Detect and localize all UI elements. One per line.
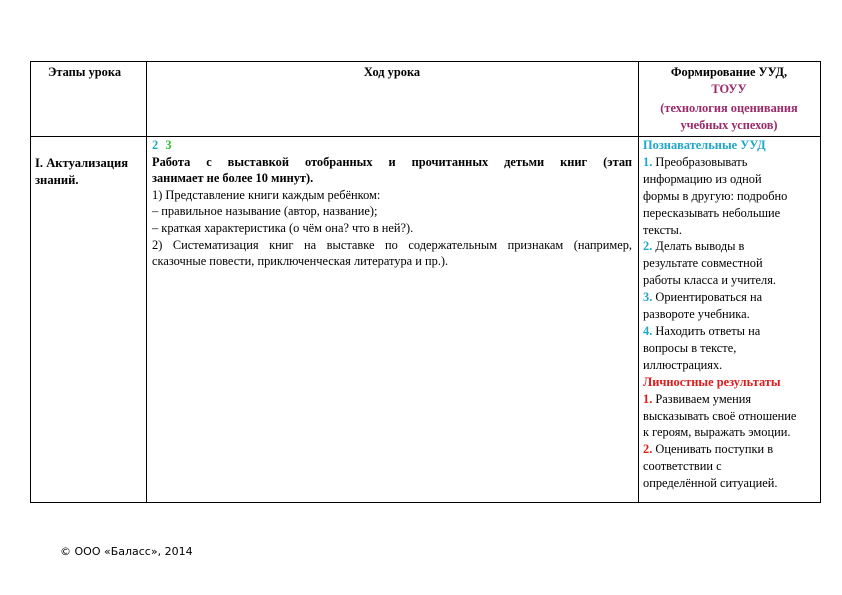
personal-item-1-line-1: Развиваем умения (655, 391, 752, 406)
stage-cell (35, 155, 145, 188)
uud-item-1-line-3: формы в другую: подробно (643, 188, 788, 203)
table-left-border (30, 61, 31, 503)
uud-item-2-line-2: результате совместной (643, 256, 763, 271)
uud-item-1 (643, 154, 819, 239)
item-2-line-2: сказочные повести, приключенческая литература и пр.). (152, 254, 449, 269)
cognitive-uud-title: Познавательные УУД (643, 138, 766, 152)
personal-item-1-num: 1. (643, 391, 653, 406)
personal-item-2-line-2: соответствии с (643, 459, 722, 474)
header-touu-desc-2: учебных успехов) (680, 117, 778, 132)
header-touu-desc-1: (технология оценивания (660, 101, 798, 115)
uud-item-1-line-1: Преобразовывать (655, 154, 748, 169)
uud-item-1-line-2: информацию из одной (643, 171, 762, 186)
personal-item-2-line-1: Оценивать поступки в (655, 442, 774, 457)
table-right-border (820, 61, 821, 503)
step-numbers (152, 137, 632, 154)
uud-item-4-line-1: Находить ответы на (655, 323, 761, 338)
table-bottom-border (30, 502, 820, 503)
table-top-border (30, 61, 820, 62)
lesson-flow-cell (152, 137, 632, 270)
personal-item-1 (643, 391, 819, 442)
uud-item-2-num: 2. (643, 239, 653, 254)
uud-item-4-line-2: вопросы в тексте, (643, 340, 737, 355)
uud-item-2 (643, 238, 819, 289)
uud-item-3-line-1: Ориентироваться на (655, 290, 763, 305)
uud-item-1-num: 1. (643, 154, 653, 169)
header-lesson-flow: Ход урока (363, 65, 421, 79)
stage-line-1: I. Актуализация (35, 156, 129, 170)
header-touu: ТОУУ (711, 81, 747, 96)
item-2-line-1: 2) Систематизация книг на выставке по содержательным признакам (например, (152, 237, 632, 252)
step-number-2: 2 (152, 138, 159, 152)
stage-line-2: знаний. (35, 172, 79, 187)
header-uud (638, 64, 820, 133)
table-col-divider-1 (146, 61, 147, 503)
uud-item-3 (643, 289, 819, 323)
uud-item-4-num: 4. (643, 323, 653, 338)
uud-item-3-num: 3. (643, 290, 653, 305)
uud-item-2-line-3: работы класса и учителя. (643, 273, 776, 288)
uud-item-1-line-5: тексты. (643, 222, 682, 237)
uud-item-1-line-4: пересказывать небольшие (643, 205, 781, 220)
uud-item-3-line-2: развороте учебника. (643, 307, 750, 322)
personal-item-2 (643, 441, 819, 492)
uud-item-2-line-1: Делать выводы в (655, 239, 745, 254)
personal-item-1-line-3: к героям, выражать эмоции. (643, 425, 791, 440)
personal-results-title: Личностные результаты (643, 374, 781, 389)
personal-item-2-num: 2. (643, 442, 653, 457)
item-1b: – краткая характеристика (о чём она? что в ней?). (152, 220, 414, 235)
step-number-3: 3 (165, 138, 172, 152)
item-1: 1) Представление книги каждым ребёнком: (152, 187, 381, 202)
personal-item-2-line-3: определённой ситуацией. (643, 476, 778, 491)
header-uud-title: Формирование УУД, (670, 65, 788, 79)
work-title-2: занимает не более 10 минут). (152, 171, 314, 186)
uud-item-4 (643, 323, 819, 374)
work-title-1: Работа с выставкой отобранных и прочитанных детьми книг (этап (152, 154, 632, 169)
uud-cell (643, 137, 819, 492)
uud-item-4-line-3: иллюстрациях. (643, 357, 723, 372)
copyright-footer: © ООО «Баласс», 2014 (60, 545, 193, 558)
item-1a: – правильное называние (автор, название); (152, 204, 378, 219)
header-stages: Этапы урока (48, 65, 122, 79)
personal-item-1-line-2: высказывать своё отношение (643, 408, 797, 423)
